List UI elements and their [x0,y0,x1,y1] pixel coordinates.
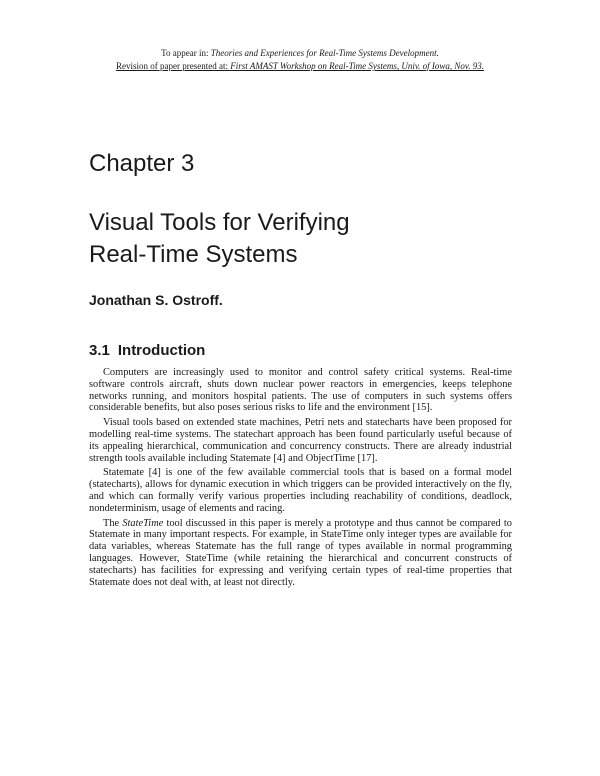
paragraph-4 [89,518,512,589]
paragraph-4-rest: tool discussed in this paper is merely a prototype and thus cannot be compared to Statemate in many important respects. For example, in StateTime only integer types are available for data variables, whereas Statemate has the full range of types available in normal programming languages. However, StateTime (while retaining the hierarchical and concurrent constructs of statecharts) has facilities for expressing and verifying certain types of real-time properties that Statemate does not deal with, at least not directly. [89,517,512,588]
chapter-number: Chapter 3 [89,150,195,177]
author-name: Jonathan S. Ostroff. [89,292,223,308]
paragraph-4-start: The [103,517,123,529]
body-text [89,367,512,591]
section-title: Introduction [117,342,206,359]
running-header [0,47,600,73]
header-line-1-prefix: To appear in: [161,48,211,58]
header-line-2-prefix: Revision of paper presented at: [116,61,231,71]
paragraph-3: Statemate [4] is one of the few available commercial tools that is based on a formal model (statecharts), allows for dynamic execution in which triggers can be provided interactively on the fly, and which can formally verify various properties including reachability of conditions, deadlock, nondeterminism, usage of elements and racing. [89,467,512,514]
section-heading [89,342,205,359]
chapter-title-line-1: Visual Tools for Verifying [89,209,350,236]
header-line-2 [0,60,600,73]
statetime-term: StateTime [122,517,164,529]
section-number: 3.1 [89,342,110,359]
chapter-title [89,207,509,271]
header-line-1-title: Theories and Experiences for Real-Time Systems Development. [210,48,439,58]
header-line-2-title: First AMAST Workshop on Real-Time Systems, Univ. of Iowa, Nov. 93. [230,61,484,71]
header-line-1 [0,47,600,60]
paragraph-2: Visual tools based on extended state machines, Petri nets and statecharts have been proposed for modelling real-time systems. The statechart approach has been found particularly useful because of its appealing hierarchical, communication and concurrency constructs. There are already industrial strength tools available including Statemate [4] and ObjectTime [17]. [89,417,512,464]
chapter-title-line-2: Real-Time Systems [89,241,298,268]
paragraph-1: Computers are increasingly used to monitor and control safety critical systems. Real-time software controls aircraft, shuts down nuclear power reactors in emergencies, keeps telephone networks running, and monitors hospital patients. The use of computers in such systems offers considerable benefits, but also poses serious risks to life and the environment [15]. [89,367,512,414]
